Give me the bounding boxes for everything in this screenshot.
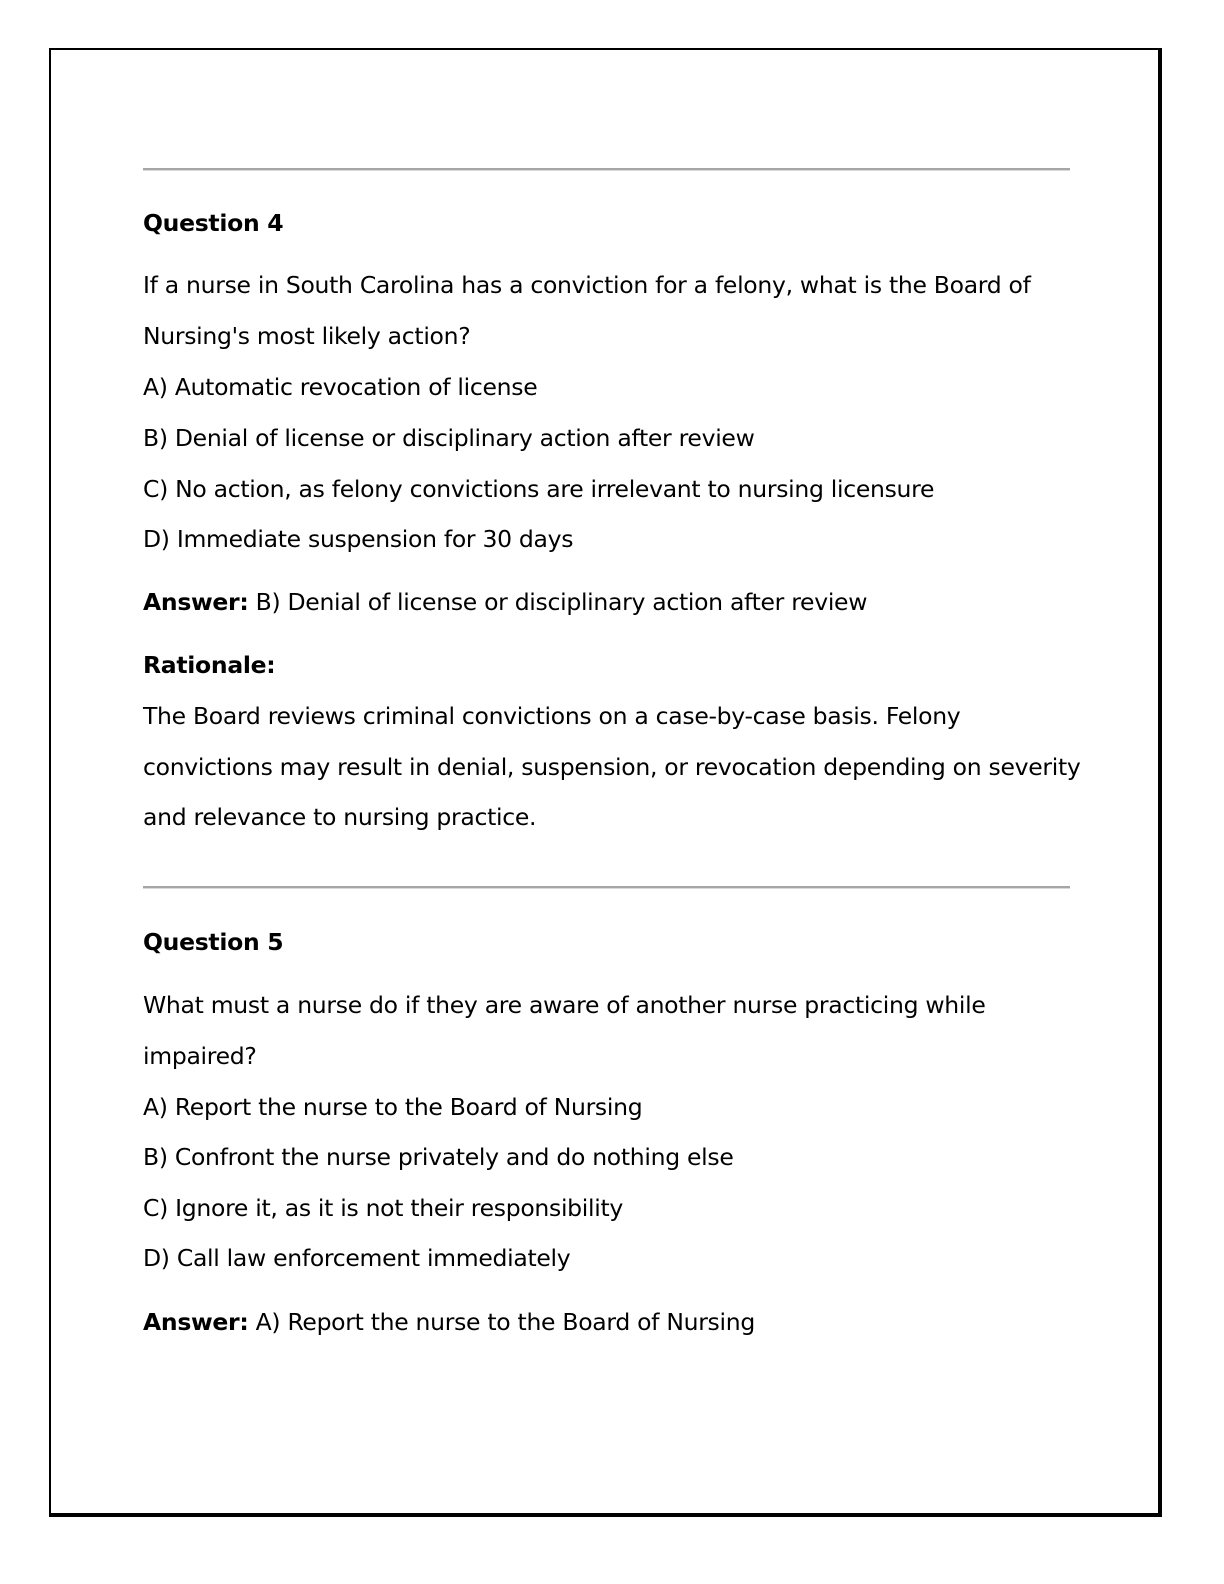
question-heading: Question 5: [143, 928, 284, 956]
answer-label: Answer:: [143, 588, 249, 616]
rationale-line: convictions may result in denial, suspension, or revocation depending on severity: [143, 753, 1081, 781]
answer-label: Answer:: [143, 1308, 249, 1336]
option-c: C) No action, as felony convictions are irrelevant to nursing licensure: [143, 475, 935, 503]
section-divider: [143, 886, 1070, 888]
answer-line: [143, 588, 867, 616]
question-stem-line: If a nurse in South Carolina has a conviction for a felony, what is the Board of: [143, 271, 1031, 299]
question-stem-line: Nursing's most likely action?: [143, 322, 471, 350]
option-c: C) Ignore it, as it is not their responsibility: [143, 1194, 624, 1222]
option-a: A) Automatic revocation of license: [143, 373, 538, 401]
answer-text: A) Report the nurse to the Board of Nursing: [255, 1308, 755, 1336]
option-b: B) Confront the nurse privately and do nothing else: [143, 1143, 734, 1171]
answer-text: B) Denial of license or disciplinary action after review: [255, 588, 868, 616]
question-heading: Question 4: [143, 209, 284, 237]
rationale-label: Rationale:: [143, 651, 276, 679]
page-border: [49, 48, 1162, 1517]
option-d: D) Call law enforcement immediately: [143, 1244, 571, 1272]
option-d: D) Immediate suspension for 30 days: [143, 525, 574, 553]
question-stem-line: impaired?: [143, 1042, 257, 1070]
rationale-line: and relevance to nursing practice.: [143, 803, 537, 831]
answer-line: [143, 1308, 755, 1336]
option-b: B) Denial of license or disciplinary action after review: [143, 424, 755, 452]
question-stem-line: What must a nurse do if they are aware of another nurse practicing while: [143, 991, 986, 1019]
option-a: A) Report the nurse to the Board of Nursing: [143, 1093, 643, 1121]
section-divider: [143, 168, 1070, 170]
rationale-line: The Board reviews criminal convictions on a case-by-case basis. Felony: [143, 702, 961, 730]
